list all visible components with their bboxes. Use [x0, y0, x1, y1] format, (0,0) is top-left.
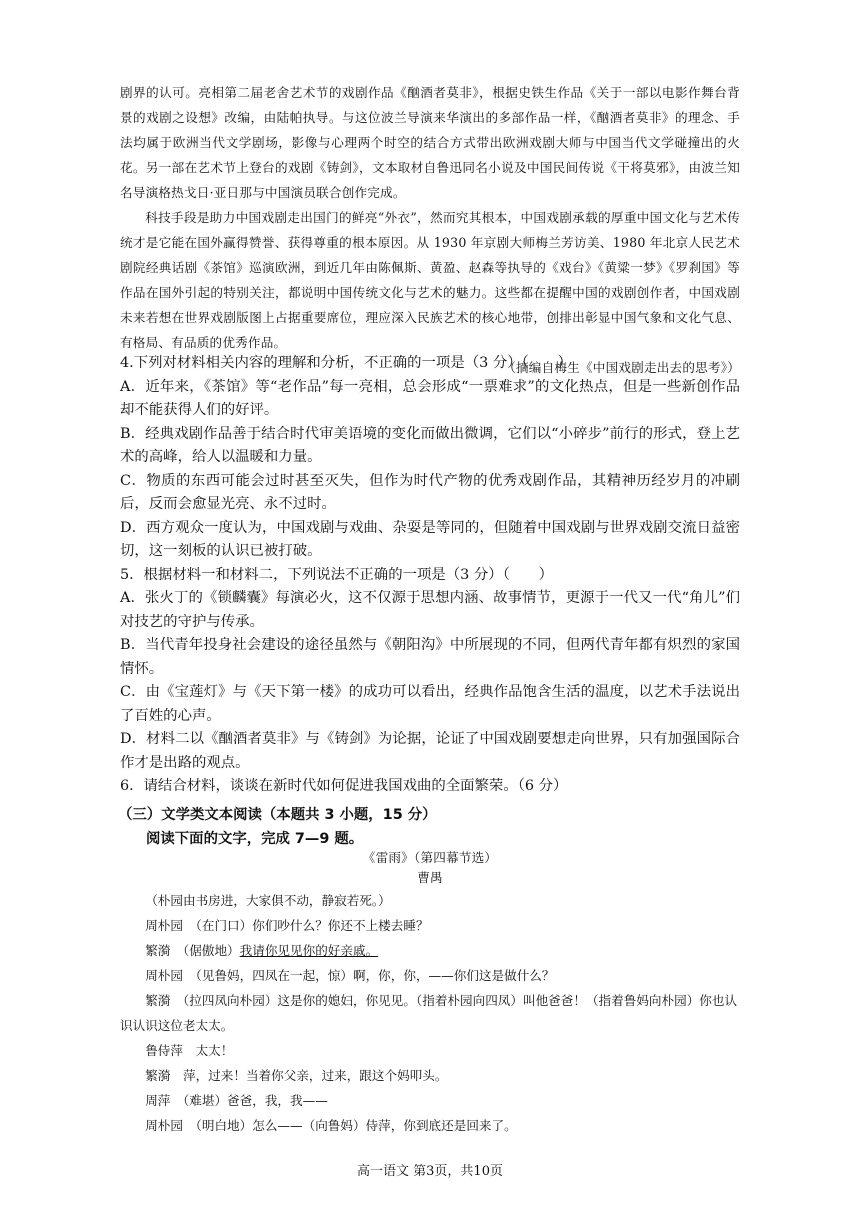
underlined-line: 我请你见见你的好亲戚。: [239, 943, 379, 958]
question-5-option-d: D．材料二以《酗酒者莫非》与《铸剑》为论据，论证了中国戏剧要想走向世界，只有加强国际合作才是出路的观点。: [120, 731, 740, 771]
play-author: 曹禺: [417, 870, 443, 885]
question-4-option-d: D．西方观众一度认为，中国戏剧与戏曲、杂耍是等同的，但随着中国戏剧与世界戏剧交流日益密切，这一刻板的认识已被打破。: [120, 519, 740, 559]
question-4-option-b: B．经典戏剧作品善于结合时代审美语境的变化而做出微调，它们以“小碎步”前行的形式，登上艺术的高峰，给人以温暖和力量。: [120, 425, 740, 465]
question-5-option-a: A．张火丁的《锁麟囊》每演必火，这不仅源于思想内涵、故事情节，更源于一代又一代“角儿”们对技艺的守护与传承。: [120, 590, 740, 630]
question-5-option-c: C．由《宝莲灯》与《天下第一楼》的成功可以看出，经典作品饱含生活的温度，以艺术手法说出了百姓的心声。: [120, 684, 740, 724]
question-4-option-c: C．物质的东西可能会过时甚至灭失，但作为时代产物的优秀戏剧作品，其精神历经岁月的冲刷后，反而会愈显光亮、永不过时。: [120, 472, 740, 512]
dialogue-line: 周朴园 （明白地）怎么——（向鲁妈）侍萍，你到底还是回来了。: [145, 1118, 517, 1133]
dialogue-line: 周朴园 （在门口）你们吵什么？你还不上楼去睡？: [145, 918, 429, 933]
dialogue-line: [120, 938, 740, 963]
page-footer: 高一语文 第3页，共10页: [357, 1164, 503, 1179]
dialogue-line: 周萍 （难堪）爸爸，我，我——: [145, 1093, 328, 1108]
question-4-stem: 4.下列对材料相关内容的理解和分析，不正确的一项是（3 分）（ ）: [120, 355, 572, 371]
questions-block: [120, 352, 740, 799]
material-paragraph: 剧界的认可。亮相第二届老舍艺术节的戏剧作品《酗酒者莫非》，根据史铁生作品《关于一部以电影作舞台背景的戏剧之设想》改编，由陆帕执导。与这位波兰导演来华演出的多部作品一样，《酗酒者莫非》的理念、手法均属于欧洲当代文学剧场，影像与心理两个时空的结合方式带出欧洲戏剧大师与中国当代文学碰撞出的火花。另一部在艺术节上登台的戏剧《铸剑》，文本取材自鲁迅同名小说及中国民间传说《干将莫邪》，由波兰知名导演格热戈日·亚日那与中国演员联合创作完成。: [120, 85, 740, 200]
stage-direction: （朴园由书房进，大家俱不动，静寂若死。）: [145, 893, 391, 908]
speaker-direction: 繁漪 （倨傲地）: [145, 943, 240, 958]
dialogue-line: 繁漪 萍，过来！当着你父亲，过来，跟这个妈叩头。: [145, 1068, 448, 1083]
question-4-option-a: A．近年来，《茶馆》等“老作品”每一亮相，总会形成“一票难求”的文化热点，但是一些新创作品却不能获得人们的好评。: [120, 378, 740, 418]
play-title: 《雷雨》（第四幕节选）: [362, 850, 498, 865]
question-5-option-b: B．当代青年投身社会建设的途径虽然与《朝阳沟》中所展现的不同，但两代青年都有炽烈的家国情怀。: [120, 637, 740, 677]
question-5-stem: 5．根据材料一和材料二，下列说法不正确的一项是（3 分）（ ）: [120, 566, 554, 583]
dialogue-line: 繁漪 （拉四凤向朴园）这是你的媳妇，你见见。（指着朴园向四凤）叫他爸爸！（指着鲁妈向朴园）你也认识认识这位老太太。: [120, 993, 738, 1033]
section-heading: （三）文学类文本阅读（本题共 3 小题，15 分）: [118, 807, 437, 823]
material-passage: [120, 80, 740, 380]
section-instruction: 阅读下面的文字，完成 7—9 题。: [146, 831, 364, 847]
material-paragraph: 科技手段是助力中国戏剧走出国门的鲜亮“外衣”，然而究其根本，中国戏剧承载的厚重中国文化与艺术传统才是它能在国外赢得赞誉、获得尊重的根本原因。从 1930 年京剧大师梅兰芳访美、1980 年北京人民艺术剧院经典话剧《茶馆》巡演欧洲，到近几年由陈佩斯、黄盈、赵森等执导的《戏台》《黄粱一梦》《罗刹国》等作品在国外引起的特别关注，都说明中国传统文化与艺术的魅力。这些都在提醒中国的戏剧创作者，中国戏剧未来若想在世界戏剧版图上占据重要席位，理应深入民族艺术的核心地带，创排出彰显中国气象和文化气息、有格局、有品质的优秀作品。: [120, 210, 740, 350]
play-excerpt: [120, 888, 740, 1138]
dialogue-line: 周朴园 （见鲁妈，四凤在一起，惊）啊，你，你，——你们这是做什么？: [145, 968, 555, 983]
question-6-stem: 6．请结合材料，谈谈在新时代如何促进我国戏曲的全面繁荣。（6 分）: [120, 778, 568, 794]
dialogue-line: 鲁侍萍 太太！: [145, 1043, 234, 1058]
source-citation: （摘编自梅生《中国戏剧走出去的思考》）: [503, 360, 740, 375]
